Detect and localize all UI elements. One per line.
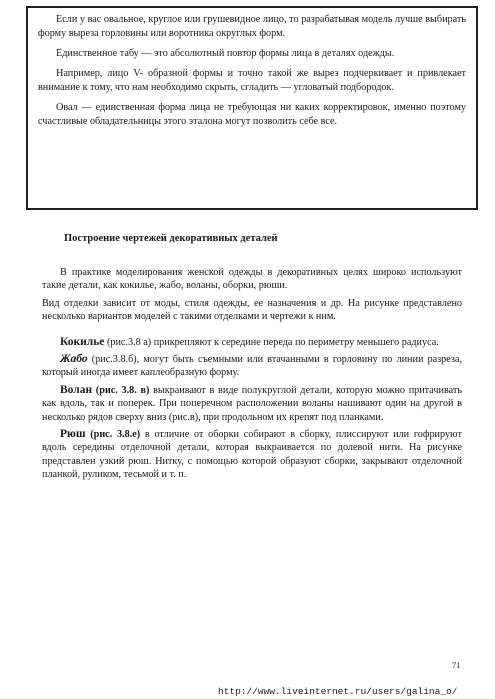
kokilye-term: Кокилье	[60, 335, 105, 348]
volan-term: Волан	[60, 383, 93, 396]
callout-box	[26, 6, 478, 210]
page-number: 71	[452, 660, 461, 670]
zhabo-text: (рис.3.8.б), могут быть съемными или втачанными в горловину по линии разреза, который иногда имеет каплеобразную форму.	[42, 354, 462, 379]
intro-paragraph-1: В практике моделирования женской одежды в декоративных целях широко используют такие детали, как кокилье, жабо, воланы, оборки, рюши.	[42, 267, 462, 292]
kokilye-text: (рис.3.8 а) прикрепляют к середине переда по периметру меньшего радиуса.	[104, 336, 439, 348]
ryush-text: в отличие от оборки собирают в сборку, плиссируют или гофрируют вдоль середины отделочной детали, которая выкраивается по долевой нити. На рисунке представлен узкий рюш. Нитку, с помощью которой образуют сборки, закрывают отделочной планкой, руликом, тесьмой и т. п.	[42, 429, 462, 481]
box-paragraph-1: Если у вас овальное, круглое или грушевидное лицо, то разрабатывая модель лучше выбирать форму выреза горловины или воротника округлых форм.	[38, 14, 466, 39]
volan-ref: (рис. 3.8. в)	[92, 384, 150, 396]
footer-url: http://www.liveinternet.ru/users/galina_o/	[218, 686, 458, 697]
volan-text: выкраивают в виде полукруглой детали, которую можно притачивать как вдоль, так и поперек. При поперечном расположении воланы нашивают один на другой в несколько рядов сверху вниз (рис.в), при продольном их крепят под планками.	[42, 384, 462, 423]
zhabo-paragraph	[42, 353, 462, 380]
body-text	[42, 266, 462, 486]
ryush-paragraph	[42, 428, 462, 482]
box-paragraph-4: Овал — единственная форма лица не требующая ни каких корректировок, именно поэтому счастливые обладательницы этого эталона могут позволить себе все.	[38, 102, 466, 127]
ryush-term: Рюш	[60, 428, 86, 441]
box-paragraph-3: Например, лицо V- образной формы и точно такой же вырез подчеркивает и привлекает внимание к тому, что нам необходимо скрыть, сгладить — угловатый подбородок.	[38, 68, 466, 93]
ryush-ref: (рис. 3.8.е)	[85, 429, 141, 441]
box-paragraph-2: Единственное табу — это абсолютный повтор формы лица в деталях одежды.	[56, 48, 395, 59]
volan-paragraph	[42, 384, 462, 424]
kokilye-paragraph	[42, 336, 462, 349]
section-heading: Построение чертежей декоративных деталей	[64, 233, 278, 244]
intro-paragraph-2: Вид отделки зависит от моды, стиля одежды, ее назначения и др. На рисунке представлено несколько вариантов моделей с такими отделками и чертежи к ним.	[42, 297, 462, 323]
zhabo-term: Жабо	[60, 353, 88, 366]
